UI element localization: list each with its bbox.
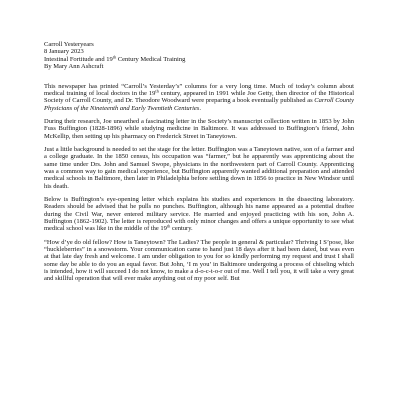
paragraph-1: This newspaper has printed “Carroll’s Yesterday’s” columns for a very long time. Much of today’s column about medical training of local doctors in the 19th century, appeared in 1991 while Joe Getty, then director of the Historical Society of Carroll County, and Dr. Theodore Woodward were preparing a book eventually published as Carroll County Physicians of the Nineteenth and Early Twentieth Centuries. <box>44 82 355 112</box>
book-title: Carroll County Physicians of the Nineteenth and Early Twentieth Centuries <box>44 97 354 112</box>
paragraph-2: During their research, Joe unearthed a fascinating letter in the Society’s manuscript collection written in 1853 by John Fuss Buffington (1828-1896) while studying medicine in Baltimore. It was addressed to Buffington’s friend, John McKellip, then setting up his pharmacy on Frederick Street in Taneytown. <box>44 118 354 140</box>
article-date: 8 January 2023 <box>44 48 84 56</box>
article-title: Intestinal Fortitude and 19th Century Medical Training <box>44 54 186 63</box>
article-byline: By Mary Ann Ashcraft <box>44 62 104 70</box>
paragraph-4: Below is Buffington’s eye-opening letter which explains his studies and experiences in the dissecting laboratory. Readers should be advised that he pulls no punches. Buffington, although his name appeared as a potential draftee during the Civil War, never entered military service. He married and enjoyed practicing with his son, John A. Buffington (1862-1902). The letter is reproduced with only minor changes and offers a unique opportunity to see what medical school was like in the middle of the 19th century. <box>44 196 354 233</box>
article-header <box>44 41 354 70</box>
paragraph-3: Just a little background is needed to set the stage for the letter. Buffington was a Taneytown native, son of a farmer and a college graduate. In the 1850 census, his occupation was “farmer,” but he apparently was apprenticing about the same time under Drs. John and Samuel Swope, physicians in the northwestern part of Carroll County. Apprenticing was a common way to gain medical experience, but Buffington apparently wanted additional preparation and attended medical schools in Baltimore, then later in Philadelphia before settling down in 1856 to practice in New Windsor until his death. <box>44 146 354 190</box>
paragraph-5: “How d’ye do old fellow? How is Taneytown? The Ladies? The people in general & particular? Thriving I S’pose, like “huckleberries” in a snowstorm. Your communication came to hand just 18 days after it had been dated, but was even at that late day fresh and welcome. I am under obligation to you for so kindly performing my request and trust I shall some day be able to do you an equal favor. But John, ‘I m you’ in Baltimore undergoing a process of chiseling which is intended, how it will succeed I do not know, to make a d-o-c-t-o-r out of me. Well I tell you, it will take a very great and skillful operation that will ever make anything out of my poor self. But <box>44 238 354 283</box>
column-name: Carroll Yesteryears <box>44 41 94 48</box>
